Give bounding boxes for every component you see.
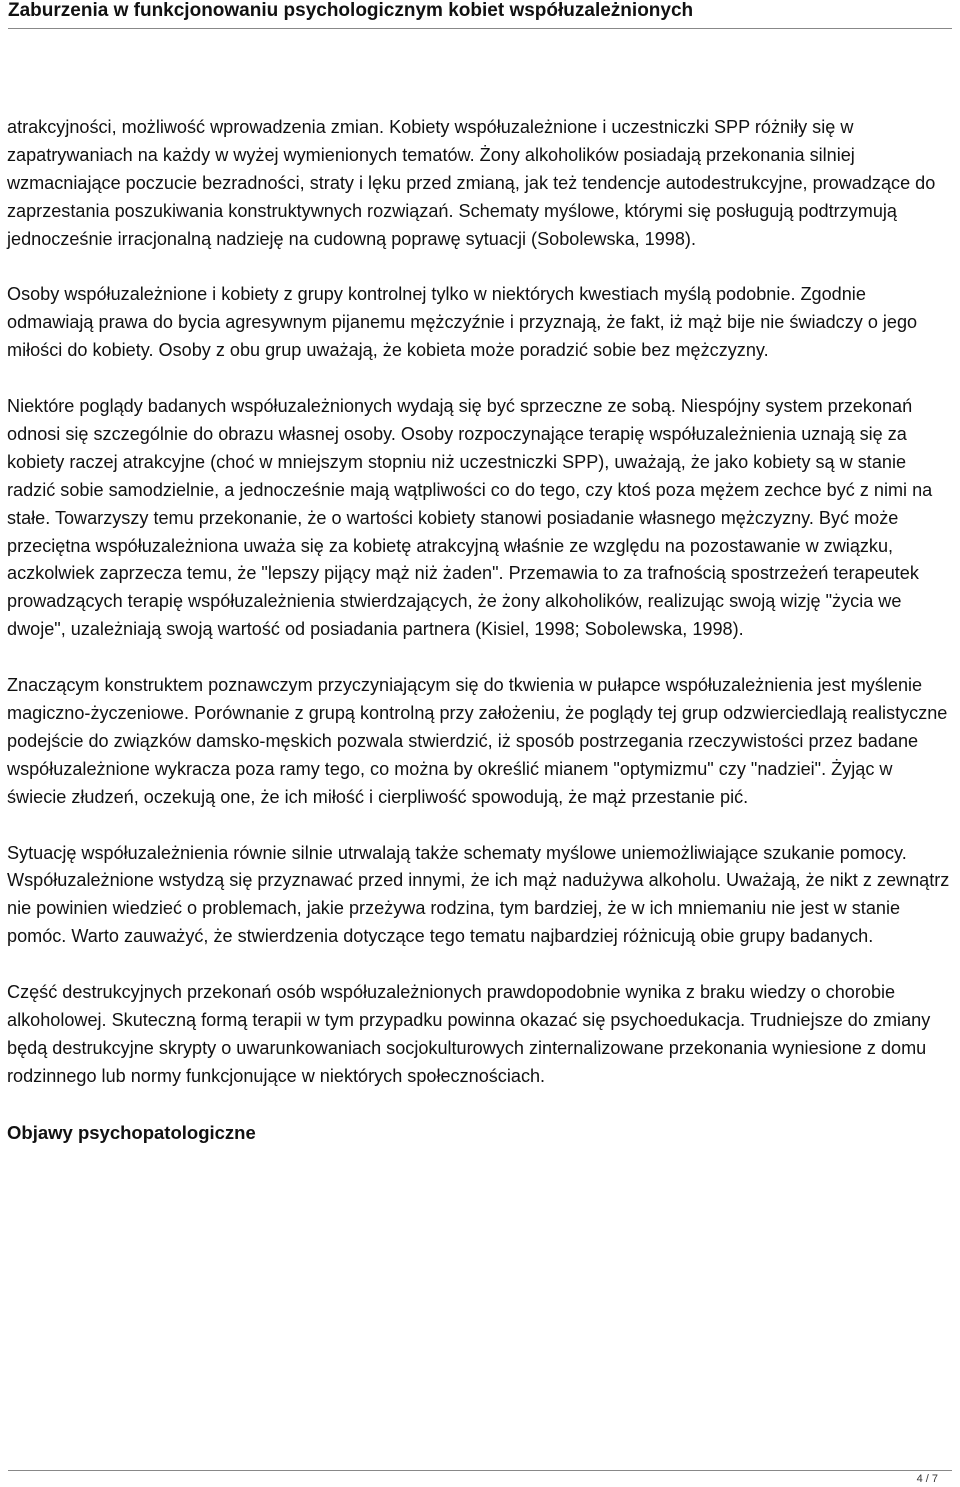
paragraph-1: atrakcyjności, możliwość wprowadzenia zmian. Kobiety współuzależnione i uczestniczki SPP różniły się w zapatrywaniach na każdy w wyżej wymienionych tematów. Żony alkoholików posiadają przekonania silniej wzmacniające poczucie bezradności, straty i lęku przed zmianą, jak też tendencje autodestrukcyjne, prowadzące do zaprzestania poszukiwania konstruktywnych rozwiązań. Schematy myślowe, którymi się posługują podtrzymują jednocześnie irracjonalną nadzieję na cudowną poprawę sytuacji (Sobolewska, 1998).: [7, 117, 936, 249]
page-number: 4 / 7: [916, 1473, 938, 1485]
footer-divider: [8, 1470, 952, 1471]
page-header: [8, 0, 952, 26]
document-title: Zaburzenia w funkcjonowaniu psychologicznym kobiet współuzależnionych: [8, 0, 694, 21]
paragraph-4: Znaczącym konstruktem poznawczym przyczyniającym się do tkwienia w pułapce współuzależnienia jest myślenie magiczno-życzeniowe. Porównanie z grupą kontrolną przy założeniu, że poglądy tej grup odzwierciedlają realistyczne podejście do związków damsko-męskich pozwala stwierdzić, iż sposób postrzegania rzeczywistości przez badane współuzależnione wykracza poza ramy tego, co można by określić mianem "optymizmu" czy "nadziei". Żyjąc w świecie złudzeń, oczekują one, że ich miłość i cierpliwość spowodują, że mąż przestanie pić.: [7, 675, 948, 807]
paragraph-3: Niektóre poglądy badanych współuzależnionych wydają się być sprzeczne ze sobą. Niespójny system przekonań odnosi się szczególnie do obrazu własnej osoby. Osoby rozpoczynające terapię współuzależnienia uznają się za kobiety raczej atrakcyjne (choć w mniejszym stopniu niż uczestniczki SPP), uważają, że jako kobiety są w stanie radzić sobie samodzielnie, a jednocześnie mają wątpliwości co do tego, czy ktoś poza mężem zechce być z nimi na stałe. Towarzyszy temu przekonanie, że o wartości kobiety stanowi posiadanie własnego mężczyzny. Być może przeciętna współuzależniona uważa się za kobietę atrakcyjną właśnie ze względu na pozostawanie w związku, aczkolwiek zaprzecza temu, że "lepszy pijący mąż niż żaden". Przemawia to za trafnością spostrzeżeń terapeutek prowadzących terapię współuzależnienia stwierdzających, że żony alkoholików, realizując swoją wizję "życia we dwoje", uzależniają swoją wartość od posiadania partnera (Kisiel, 1998; Sobolewska, 1998).: [7, 396, 933, 640]
header-divider: [8, 28, 952, 29]
paragraph-5: Sytuację współuzależnienia równie silnie utrwalają także schematy myślowe uniemożliwiające szukanie pomocy. Współuzależnione wstydzą się przyznawać przed innymi, że ich mąż nadużywa alkoholu. Uważają, że nikt z zewnątrz nie powinien wiedzieć o problemach, jakie przeżywa rodzina, tym bardziej, że w ich mniemaniu nie jest w stanie pomóc. Warto zauważyć, że stwierdzenia dotyczące tego tematu najbardziej różnicują obie grupy badanych.: [7, 842, 950, 947]
paragraph-6: Część destrukcyjnych przekonań osób współuzależnionych prawdopodobnie wynika z braku wiedzy o chorobie alkoholowej. Skuteczną formą terapii w tym przypadku powinna okazać się psychoedukacja. Trudniejsze do zmiany będą destrukcyjne skrypty o uwarunkowaniach socjokulturowych zinternalizowane przekonania wyniesione z domu rodzinnego lub normy funkcjonujące w niektórych społecznościach.: [7, 982, 931, 1086]
paragraph-2: Osoby współuzależnione i kobiety z grupy kontrolnej tylko w niektórych kwestiach myślą podobnie. Zgodnie odmawiają prawa do bycia agresywnym pijanemu mężczyźnie i przyznają, że fakt, iż mąż bije nie świadczy o jego miłości do kobiety. Osoby z obu grup uważają, że kobieta może poradzić sobie bez mężczyzny.: [7, 284, 918, 361]
section-heading: Objawy psychopatologiczne: [7, 1121, 256, 1143]
document-body: [7, 114, 955, 1146]
